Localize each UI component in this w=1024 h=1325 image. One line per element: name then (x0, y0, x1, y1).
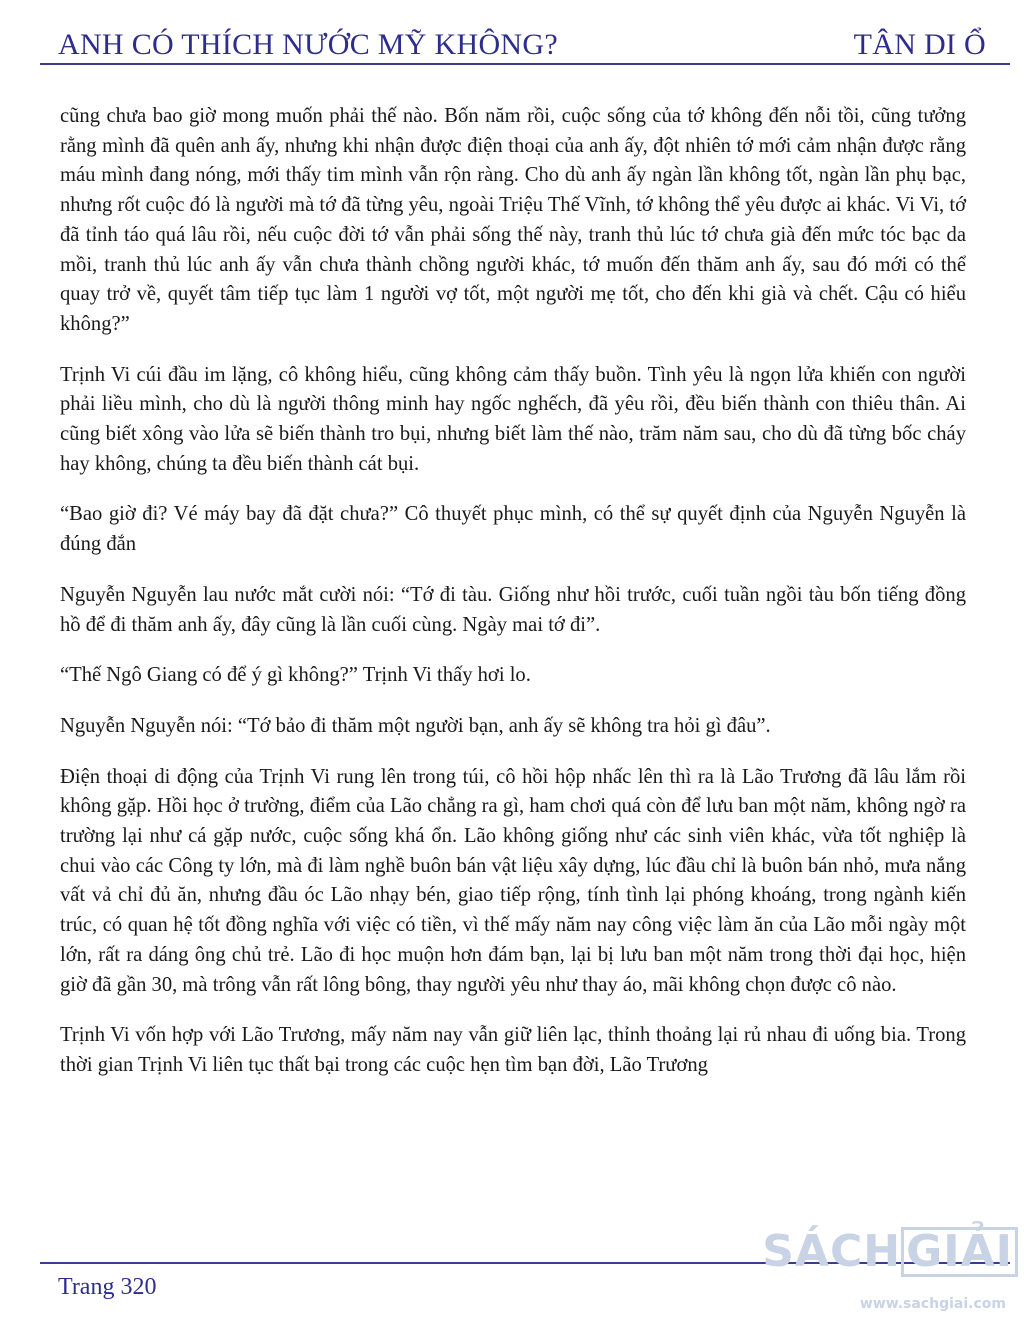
paragraph: cũng chưa bao giờ mong muốn phải thế nào. Bốn năm rồi, cuộc sống của tớ không đến nỗi tồi, cũng tưởng rằng mình đã quên anh ấy, nhưng khi nhận được điện thoại của anh ấy, đột nhiên tớ mới cảm nhận được rằng máu mình đang nóng, mới thấy tim mình vẫn rộn ràng. Cho dù anh ấy ngàn lần không tốt, ngàn lần phụ bạc, nhưng rốt cuộc đó là người mà tớ đã từng yêu, ngoài Triệu Thế Vĩnh, tớ không thể yêu được ai khác. Vi Vi, tớ đã tỉnh táo quá lâu rồi, nếu cuộc đời tớ vẫn phải sống thế này, tranh thủ lúc tớ chưa già đến mức tóc bạc da mồi, tranh thủ lúc anh ấy vẫn chưa thành chồng người khác, tớ muốn đến thăm anh ấy, sau đó mới có thể quay trở về, quyết tâm tiếp tục làm 1 người vợ tốt, một người mẹ tốt, cho đến khi già và chết. Cậu có hiểu không?” (60, 105, 966, 335)
watermark-url: www.sachgiai.com (859, 1296, 1006, 1312)
page-header (58, 22, 986, 62)
paragraph: Trịnh Vi vốn hợp với Lão Trương, mấy năm nay vẫn giữ liên lạc, thỉnh thoảng lại rủ nhau đi uống bia. Trong thời gian Trịnh Vi liên tục thất bại trong các cuộc hẹn tìm bạn đời, Lão Trương (60, 1024, 966, 1076)
paragraph: “Bao giờ đi? Vé máy bay đã đặt chưa?” Cô thuyết phục mình, có thể sự quyết định của Nguyễn Nguyễn là đúng đắn (60, 503, 966, 556)
watermark-logo (762, 1226, 1018, 1322)
paragraph: Nguyễn Nguyễn nói: “Tớ bảo đi thăm một người bạn, anh ấy sẽ không tra hỏi gì đâu”. (60, 714, 771, 737)
watermark-brand-right: GIẢI (901, 1227, 1018, 1277)
header-divider (40, 63, 1010, 65)
paragraph: Điện thoại di động của Trịnh Vi rung lên trong túi, cô hồi hộp nhấc lên thì ra là Lão Trương đã lâu lắm rồi không gặp. Hồi học ở trường, điểm của Lão chẳng ra gì, ham chơi quá còn để lưu ban một năm, không ngờ ra trường lại như cá gặp nước, cuộc sống khá ổn. Lão không giống như các sinh viên khác, vừa tốt nghiệp là chui vào các Công ty lớn, mà đi làm nghề buôn bán vật liệu xây dựng, lúc đầu chỉ là buôn bán nhỏ, mưa nắng vất vả chỉ đủ ăn, nhưng đầu óc Lão nhạy bén, giao tiếp rộng, tính tình lại phóng khoáng, trong ngành kiến trúc, có quan hệ tốt đồng nghĩa với việc có tiền, vì thế mấy năm nay công việc làm ăn của Lão mỗi ngày một lớn, rất ra dáng ông chủ trẻ. Lão đi học muộn hơn đám bạn, lại bị lưu ban một năm trong thời đại học, hiện giờ đã gần 30, mà trông vẫn rất lông bông, thay người yêu như thay áo, mãi không chọn được cô nào. (60, 765, 966, 996)
page-number: Trang 320 (58, 1274, 157, 1300)
watermark-brand (762, 1226, 1018, 1277)
paragraph: Trịnh Vi cúi đầu im lặng, cô không hiểu, cũng không cảm thấy buồn. Tình yêu là ngọn lửa khiến con người phải liều mình, cho dù là người thông minh hay ngốc nghếch, đã yêu rồi, đều biến thành con thiêu thân. Ai cũng biết xông vào lửa sẽ biến thành tro bụi, nhưng biết làm thế nào, trăm năm sau, cho dù đã từng bốc cháy hay không, chúng ta đều biến thành cát bụi. (60, 363, 966, 475)
page-body (60, 102, 966, 1102)
paragraph: “Thế Ngô Giang có để ý gì không?” Trịnh Vi thấy hơi lo. (60, 664, 531, 687)
watermark-brand-left: SÁCH (762, 1226, 902, 1277)
author-name: TÂN DI Ổ (853, 28, 986, 61)
paragraph: Nguyễn Nguyễn lau nước mắt cười nói: “Tớ đi tàu. Giống như hồi trước, cuối tuần ngồi tàu bốn tiếng đồng hồ để đi thăm anh ấy, đây cũng là lần cuối cùng. Ngày mai tớ đi”. (60, 583, 966, 636)
book-title: ANH CÓ THÍCH NƯỚC MỸ KHÔNG? (58, 28, 558, 61)
